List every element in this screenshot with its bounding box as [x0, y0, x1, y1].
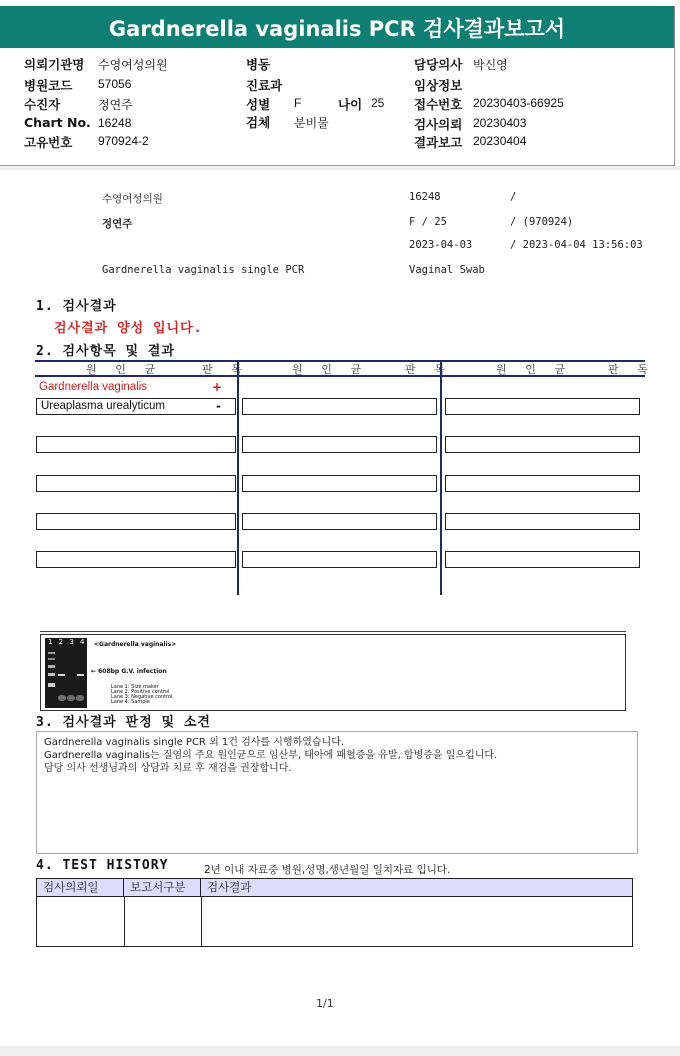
- gel-title: <Gardnerella vaginalis>: [94, 641, 177, 648]
- chart-no-value: 16248: [98, 116, 132, 130]
- judgement-value: -: [216, 399, 221, 413]
- table-cell-empty: [445, 513, 640, 530]
- gel-band: [77, 674, 84, 676]
- section1-title: 1. 검사결과: [36, 299, 117, 314]
- hospital-code-label: 병원코드: [24, 78, 73, 93]
- col-header-organism-3: 원 인 균: [496, 363, 572, 376]
- gel-top-rule: [40, 631, 626, 632]
- table-col-divider-1: [237, 360, 239, 595]
- table-row: [36, 380, 236, 397]
- gel-band-label: ← 608bp G.V. infection: [91, 668, 167, 675]
- record-slash: /: [510, 191, 517, 203]
- gel-band: [48, 652, 55, 654]
- table-cell-empty: [36, 475, 236, 492]
- section-divider: [0, 166, 680, 170]
- unique-no-value: 970924-2: [98, 134, 149, 148]
- record-chart: 16248: [409, 191, 441, 203]
- report-date-label: 결과보고: [414, 135, 463, 150]
- gel-band: [48, 665, 55, 668]
- gel-band: [48, 673, 55, 676]
- opinion-line-1: Gardnerella vaginalis single PCR 외 1건 검사를 시행하였습니다.: [44, 737, 345, 748]
- history-table: [36, 878, 633, 947]
- col-header-judge-3: 판 독: [608, 363, 654, 376]
- record-birth: / (970924): [510, 216, 574, 228]
- col-header-judge-1: 판 독: [202, 363, 248, 376]
- doctor-label: 담당의사: [414, 57, 463, 72]
- gel-image: [45, 638, 87, 708]
- dept-label: 진료과: [246, 78, 283, 93]
- section2-title: 2. 검사항목 및 결과: [36, 344, 176, 359]
- gel-band: [67, 695, 75, 701]
- table-cell-empty: [445, 551, 640, 568]
- record-specimen: Vaginal Swab: [409, 264, 485, 276]
- history-divider: [124, 896, 125, 946]
- ward-label: 병동: [246, 57, 271, 72]
- gel-legend-2: Lane 2: Positive control: [111, 689, 170, 695]
- table-cell-empty: [445, 475, 640, 492]
- result-positive-text: 검사결과 양성 입니다.: [54, 321, 203, 336]
- age-value: 25: [371, 96, 385, 110]
- report-date-value: 20230404: [473, 134, 527, 148]
- gel-band: [58, 674, 65, 676]
- sex-label: 성별: [246, 97, 271, 112]
- history-divider: [201, 896, 202, 946]
- gel-figure: [40, 634, 626, 711]
- organism-name: Ureaplasma urealyticum: [41, 400, 165, 412]
- gel-lane-numbers: 1 2 3 4: [48, 638, 87, 646]
- age-label: 나이: [338, 97, 363, 112]
- page-number: 1/1: [316, 997, 334, 1010]
- report-title-bar: [0, 6, 675, 48]
- sex-value: F: [294, 96, 302, 110]
- request-date-value: 20230403: [473, 116, 527, 130]
- gel-band: [76, 695, 84, 701]
- table-cell-empty: [36, 551, 236, 568]
- institution-label: 의뢰기관명: [24, 57, 85, 72]
- record-institution: 수영여성의원: [102, 193, 163, 205]
- section3-title: 3. 검사결과 판정 및 소견: [36, 715, 211, 730]
- patient-info-panel: [0, 48, 675, 166]
- history-header-row: [37, 879, 632, 897]
- specimen-value: 분비물: [294, 116, 329, 130]
- table-cell-empty: [36, 436, 236, 453]
- table-cell-empty: [36, 513, 236, 530]
- report-title: Gardnerella vaginalis PCR 검사결과보고서: [108, 17, 566, 41]
- gel-legend-4: Lane 4: Sample: [111, 699, 150, 705]
- gel-band: [48, 658, 55, 660]
- record-datetime: / 2023-04-04 13:56:03: [510, 239, 643, 251]
- organism-name: Gardnerella vaginalis: [39, 381, 148, 393]
- table-cell-empty: [242, 475, 437, 492]
- table-cell-empty: [242, 398, 437, 415]
- record-sex-age: F / 25: [409, 216, 447, 228]
- table-cell-empty: [242, 513, 437, 530]
- table-cell-empty: [242, 436, 437, 453]
- opinion-line-3: 담당 의사 선생님과의 상담과 치료 후 재검을 권장합니다.: [44, 763, 292, 774]
- receipt-no-label: 접수번호: [414, 97, 463, 112]
- gel-legend-1: Lane 1: Size maker: [111, 684, 159, 690]
- table-cell-empty: [445, 398, 640, 415]
- history-col-report-type: 보고서구분: [124, 879, 201, 896]
- doctor-value: 박신영: [473, 58, 508, 72]
- section4-title: 4. TEST HISTORY: [36, 858, 169, 873]
- record-test: Gardnerella vaginalis single PCR: [102, 264, 305, 276]
- history-col-request-date: 검사의뢰일: [37, 879, 124, 896]
- patient-value: 정연주: [98, 98, 133, 112]
- table-cell-empty: [445, 436, 640, 453]
- gel-legend-3: Lane 3: Negative control: [111, 694, 173, 700]
- specimen-label: 검체: [246, 115, 271, 130]
- bottom-scroll-area: [0, 1046, 680, 1056]
- history-note: 2년 이내 자료중 병원,성명,생년월일 일치자료 입니다.: [204, 864, 451, 876]
- unique-no-label: 고유번호: [24, 135, 73, 150]
- col-header-organism-2: 원 인 균: [292, 363, 368, 376]
- receipt-no-value: 20230403-66925: [473, 96, 564, 110]
- gel-band: [58, 695, 66, 701]
- table-col-divider-2: [440, 360, 442, 595]
- gel-band: [48, 683, 55, 687]
- record-name: 정연주: [102, 218, 133, 230]
- opinion-line-2: Gardnerella vaginalis는 질염의 주요 원인균으로 임산부, 태아에 패혈증을 유발, 합병증을 일으킵니다.: [44, 750, 498, 761]
- hospital-code-value: 57056: [98, 77, 132, 91]
- col-header-organism-1: 원 인 균: [86, 363, 162, 376]
- record-date: 2023-04-03: [409, 239, 473, 251]
- judgement-value: +: [211, 380, 222, 394]
- institution-value: 수영여성의원: [98, 58, 168, 72]
- chart-no-label: Chart No.: [24, 115, 91, 130]
- col-header-judge-2: 판 독: [405, 363, 451, 376]
- table-row: [36, 398, 236, 415]
- request-date-label: 검사의뢰: [414, 117, 463, 132]
- history-col-result: 검사결과: [207, 880, 252, 894]
- patient-label: 수진자: [24, 97, 61, 112]
- clinical-info-label: 임상정보: [414, 78, 463, 93]
- table-cell-empty: [242, 551, 437, 568]
- opinion-box: [36, 731, 638, 854]
